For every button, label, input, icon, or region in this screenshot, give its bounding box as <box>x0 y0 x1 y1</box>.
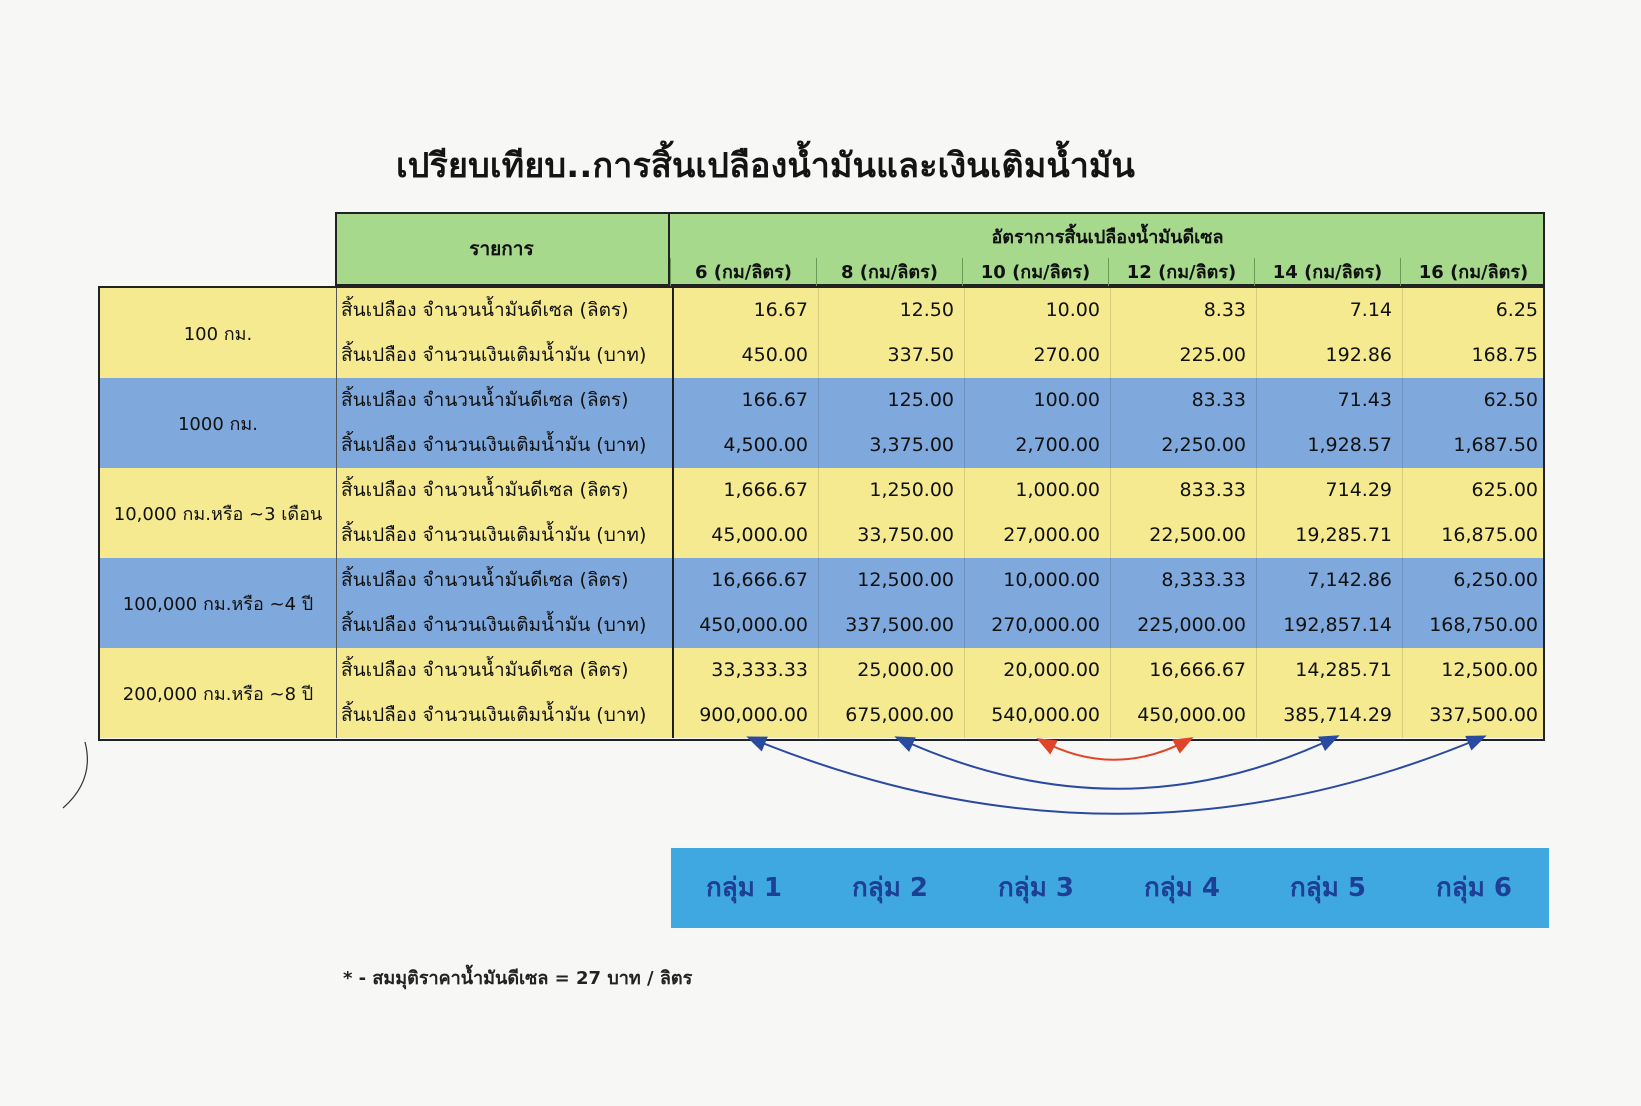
table-cell: 1,687.50 <box>1402 423 1545 468</box>
group-label: กลุ่ม 5 <box>1290 873 1366 903</box>
band-label: 100 กม. <box>100 288 337 378</box>
table-cell: 45,000.00 <box>672 513 818 558</box>
table-cell: 16.67 <box>672 288 818 333</box>
table-cell: 100.00 <box>964 378 1110 423</box>
table-cell: 1,666.67 <box>672 468 818 513</box>
table-cell: 1,928.57 <box>1256 423 1402 468</box>
table-cell: 2,250.00 <box>1110 423 1256 468</box>
table-cell: 22,500.00 <box>1110 513 1256 558</box>
header-item-label: รายการ <box>335 212 670 286</box>
table-cell: 25,000.00 <box>818 648 964 693</box>
row-label-fuel: สิ้นเปลือง จำนวนน้ำมันดีเซล (ลิตร) <box>339 558 674 603</box>
footnote: * - สมมุติราคาน้ำมันดีเซล = 27 บาท / ลิตร <box>343 968 693 989</box>
table-cell: 833.33 <box>1110 468 1256 513</box>
row-label-money: สิ้นเปลือง จำนวนเงินเติมน้ำมัน (บาท) <box>339 513 674 558</box>
header-col-6: 16 (กม/ลิตร) <box>1400 258 1546 286</box>
row-label-money: สิ้นเปลือง จำนวนเงินเติมน้ำมัน (บาท) <box>339 333 674 378</box>
table-cell: 16,666.67 <box>1110 648 1256 693</box>
table-cell: 19,285.71 <box>1256 513 1402 558</box>
header-col-3: 10 (กม/ลิตร) <box>962 258 1108 286</box>
table-cell: 192,857.14 <box>1256 603 1402 648</box>
header-group-label: อัตราการสิ้นเปลืองน้ำมันดีเซล <box>991 227 1224 248</box>
group-label: กลุ่ม 3 <box>998 873 1074 903</box>
table-cell: 7,142.86 <box>1256 558 1402 603</box>
header-col-1: 6 (กม/ลิตร) <box>670 258 816 286</box>
header-col-5: 14 (กม/ลิตร) <box>1254 258 1400 286</box>
table-cell: 2,700.00 <box>964 423 1110 468</box>
table-cell: 225.00 <box>1110 333 1256 378</box>
table-cell: 6,250.00 <box>1402 558 1545 603</box>
table-cell: 450,000.00 <box>672 603 818 648</box>
table-cell: 6.25 <box>1402 288 1545 333</box>
table-cell: 385,714.29 <box>1256 693 1402 738</box>
row-label-fuel: สิ้นเปลือง จำนวนน้ำมันดีเซล (ลิตร) <box>339 378 674 423</box>
table-cell: 1,000.00 <box>964 468 1110 513</box>
groups-bar <box>671 848 1549 928</box>
group-label: กลุ่ม 6 <box>1436 873 1512 903</box>
table-cell: 27,000.00 <box>964 513 1110 558</box>
table-cell: 675,000.00 <box>818 693 964 738</box>
table-cell: 166.67 <box>672 378 818 423</box>
table-cell: 20,000.00 <box>964 648 1110 693</box>
table-cell: 270,000.00 <box>964 603 1110 648</box>
header-col-2: 8 (กม/ลิตร) <box>816 258 962 286</box>
table-cell: 225,000.00 <box>1110 603 1256 648</box>
table-cell: 8.33 <box>1110 288 1256 333</box>
table-cell: 83.33 <box>1110 378 1256 423</box>
row-label-money: สิ้นเปลือง จำนวนเงินเติมน้ำมัน (บาท) <box>339 693 674 738</box>
table-cell: 168,750.00 <box>1402 603 1545 648</box>
table-cell: 337.50 <box>818 333 964 378</box>
row-label-money: สิ้นเปลือง จำนวนเงินเติมน้ำมัน (บาท) <box>339 603 674 648</box>
table-cell: 16,666.67 <box>672 558 818 603</box>
row-label-fuel: สิ้นเปลือง จำนวนน้ำมันดีเซล (ลิตร) <box>339 648 674 693</box>
row-label-money: สิ้นเปลือง จำนวนเงินเติมน้ำมัน (บาท) <box>339 423 674 468</box>
group-label: กลุ่ม 4 <box>1144 873 1220 903</box>
header-col-4: 12 (กม/ลิตร) <box>1108 258 1254 286</box>
table-cell: 168.75 <box>1402 333 1545 378</box>
arrow-group1-group6 <box>750 737 1483 814</box>
arrow-group3-group4 <box>1040 739 1190 760</box>
group-label: กลุ่ม 2 <box>852 873 928 903</box>
table-cell: 10.00 <box>964 288 1110 333</box>
row-label-fuel: สิ้นเปลือง จำนวนน้ำมันดีเซล (ลิตร) <box>339 468 674 513</box>
table-cell: 71.43 <box>1256 378 1402 423</box>
table-cell: 14,285.71 <box>1256 648 1402 693</box>
table-cell: 12,500.00 <box>1402 648 1545 693</box>
table-cell: 625.00 <box>1402 468 1545 513</box>
table-cell: 7.14 <box>1256 288 1402 333</box>
table-cell: 450.00 <box>672 333 818 378</box>
table-cell: 450,000.00 <box>1110 693 1256 738</box>
table-cell: 1,250.00 <box>818 468 964 513</box>
table-cell: 192.86 <box>1256 333 1402 378</box>
table-cell: 10,000.00 <box>964 558 1110 603</box>
table-cell: 62.50 <box>1402 378 1545 423</box>
page-title: เปรียบเทียบ..การสิ้นเปลืองน้ำมันและเงินเติมน้ำมัน <box>395 146 1136 186</box>
table-cell: 540,000.00 <box>964 693 1110 738</box>
table-cell: 33,333.33 <box>672 648 818 693</box>
table-cell: 714.29 <box>1256 468 1402 513</box>
table-cell: 337,500.00 <box>1402 693 1545 738</box>
table-cell: 337,500.00 <box>818 603 964 648</box>
band-label: 10,000 กม.หรือ ~3 เดือน <box>100 468 337 558</box>
pen-mark <box>55 740 95 810</box>
table-cell: 3,375.00 <box>818 423 964 468</box>
band-label: 1000 กม. <box>100 378 337 468</box>
group-label: กลุ่ม 1 <box>706 873 782 903</box>
table-cell: 33,750.00 <box>818 513 964 558</box>
table-cell: 900,000.00 <box>672 693 818 738</box>
arrow-group2-group5 <box>898 737 1336 789</box>
band-label: 100,000 กม.หรือ ~4 ปี <box>100 558 337 648</box>
table-cell: 12.50 <box>818 288 964 333</box>
table-cell: 16,875.00 <box>1402 513 1545 558</box>
band-label: 200,000 กม.หรือ ~8 ปี <box>100 648 337 738</box>
table-cell: 12,500.00 <box>818 558 964 603</box>
table-cell: 270.00 <box>964 333 1110 378</box>
table-cell: 4,500.00 <box>672 423 818 468</box>
table-cell: 125.00 <box>818 378 964 423</box>
row-label-fuel: สิ้นเปลือง จำนวนน้ำมันดีเซล (ลิตร) <box>339 288 674 333</box>
table-cell: 8,333.33 <box>1110 558 1256 603</box>
